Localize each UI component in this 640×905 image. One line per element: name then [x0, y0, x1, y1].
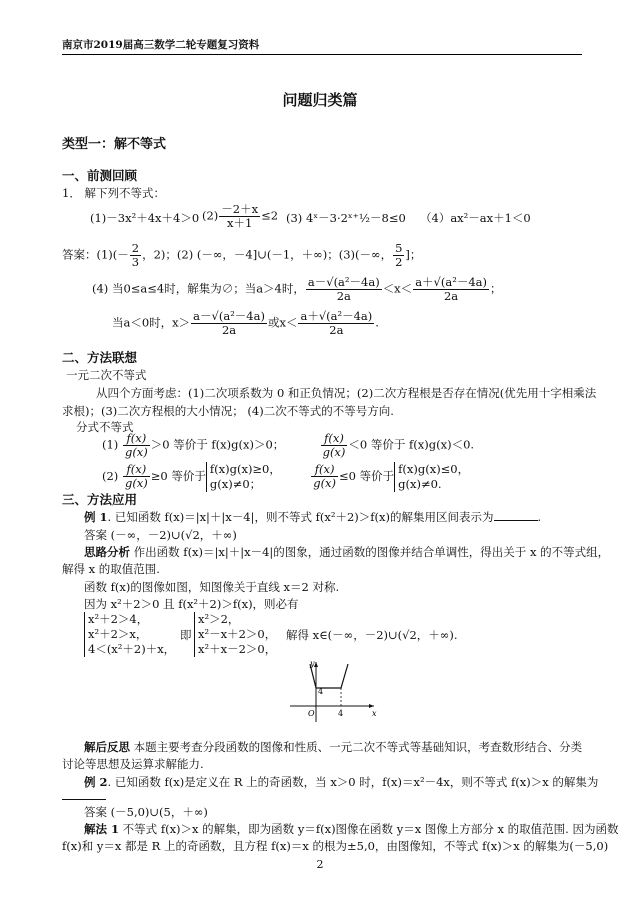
section-methods: 二、方法联想 [62, 350, 138, 365]
system-a: x²＋2＞4， x²＋2＞x， 4＜(x²＋2)＋x， [84, 612, 175, 657]
fraction-rule-1: (1) $\frac{f(x)}{g(x)}$ ＞0 等价于 f(x)g(x)＞0； $\frac{f(x)}{g(x)}$ ＜0 等价于 f(x)g(x)＜0. [102, 431, 475, 460]
page-title: 问题归类篇 [282, 91, 358, 109]
section-application: 三、方法应用 [62, 492, 138, 507]
question-1: 1． 解下列不等式： [62, 186, 165, 200]
example-2-blank [62, 789, 106, 805]
y-label: y [310, 659, 315, 668]
word-ji: 即 [180, 628, 192, 642]
inequality-3: (3) 4ˣ－3·2ˣ⁺½－8≤0 [286, 211, 406, 225]
y-tick-4: 4 [318, 687, 324, 696]
reflection-line-1: 解后反思 本题主要考查分段函数的图像和性质、一元二次不等式等基础知识，考查数形结合、分类 [84, 740, 583, 754]
solution-result: 解得 x∈(－∞，－2)∪(√2，＋∞). [286, 628, 458, 642]
answer-4-line1: (4) 当0≤a≤4时，解集为∅；当a＞4时， $\frac{\text{a－√(a²－4a)}}{2a}$ ＜x＜ $\frac{\text{a＋√(a²－4a)}}{2a}$ ； [92, 275, 502, 304]
solution-line-1: 解法 1 不等式 f(x)＞x 的解集，即为函数 y＝f(x)图像在函数 y＝x 图像上方部分 x 的取值范围. 因为函数 [84, 822, 619, 836]
section-review: 一、前测回顾 [62, 168, 138, 183]
method-fraction: 分式不等式 [76, 420, 134, 434]
analysis-line-1: 思路分析 作出函数 f(x)＝|x|＋|x－4|的图象，通过函数的图像并结合单调性，得出关于 x 的不等式组， [84, 545, 610, 559]
type-heading: 类型一：解不等式 [62, 137, 167, 152]
method-quadratic: 一元二次不等式 [66, 368, 147, 382]
answer-4-line2: 当a＜0时，x＞ $\frac{\text{a－√(a²－4a)}}{2a}$ 或x＜ $\frac{\text{a＋√(a²－4a)}}{2a}$ . [112, 309, 379, 338]
analysis-line-2: 解得 x 的取值范围. [62, 562, 160, 576]
y-axis-arrow [314, 662, 318, 667]
step-2: 因为 x²＋2＞0 且 f(x²＋2)＞f(x)，则必有 [84, 597, 299, 611]
method-quadratic-text-2: 求根)；(3)二次方程根的大小情况； (4)二次不等式的不等号方向. [62, 404, 394, 418]
example-1: 例 1. 已知函数 f(x)＝|x|＋|x－4|，则不等式 f(x²＋2)＞f(x)的解集用区间表示为 . [84, 510, 542, 524]
inequality-1: (1)－3x²＋4x＋4＞0 [90, 211, 200, 225]
origin-label: O [308, 709, 315, 718]
answer-blank [494, 510, 538, 521]
function-graph [288, 658, 388, 728]
reflection-line-2: 讨论等思想及运算求解能力. [62, 757, 204, 771]
step-1: 函数 f(x)的图像如图，知图像关于直线 x＝2 对称. [84, 580, 340, 594]
example-2: 例 2. 已知函数 f(x)是定义在 R 上的奇函数，当 x＞0 时，f(x)＝x²－4x，则不等式 f(x)＞x 的解集为 [84, 775, 599, 789]
example-1-answer: 答案 (－∞，－2)∪(√2，＋∞) [84, 528, 237, 542]
fraction-rule-2: (2) $\frac{f(x)}{g(x)}$ ≥0 等价于 f(x)g(x)≥0， g(x)≠0； $\frac{f(x)}{g(x)}$ ≤0 等价于 f(x)g(x)≤0， g(x)≠0. [102, 462, 470, 491]
x-label: x [372, 709, 377, 718]
answer-1: 答案：(1)(－ $\frac{2}{3}$ ，2)；(2) (－∞，－4]∪(－1，＋∞)；(3)(－∞， $\frac{5}{2}$ ]； [62, 241, 422, 270]
example-2-answer: 答案 (－5,0)∪(5，＋∞) [84, 805, 208, 819]
method-quadratic-text-1: 从四个方面考虑：(1)二次项系数为 0 和正负情况；(2)二次方程根是否存在情况(优先用十字相乘法 [96, 386, 597, 400]
page-header: 南京市2019届高三数学二轮专题复习资料 [62, 38, 582, 55]
x-axis-arrow [369, 704, 374, 708]
x-tick-4: 4 [338, 709, 344, 718]
inequality-4: （4）ax²－ax＋1＜0 [420, 211, 531, 225]
inequality-2: (2) $\frac{-2+x}{x+1}$ ≤2 [202, 202, 279, 231]
page-number: 2 [316, 858, 324, 871]
solution-line-2: f(x)和 y＝x 都是 R 上的奇函数，且方程 f(x)＝x 的根为±5,0，由图像知，不等式 f(x)＞x 的解集为(－5,0) [62, 839, 609, 853]
system-b: x²＞2， x²－x＋2＞0， x²＋x－2＞0， [194, 612, 276, 657]
